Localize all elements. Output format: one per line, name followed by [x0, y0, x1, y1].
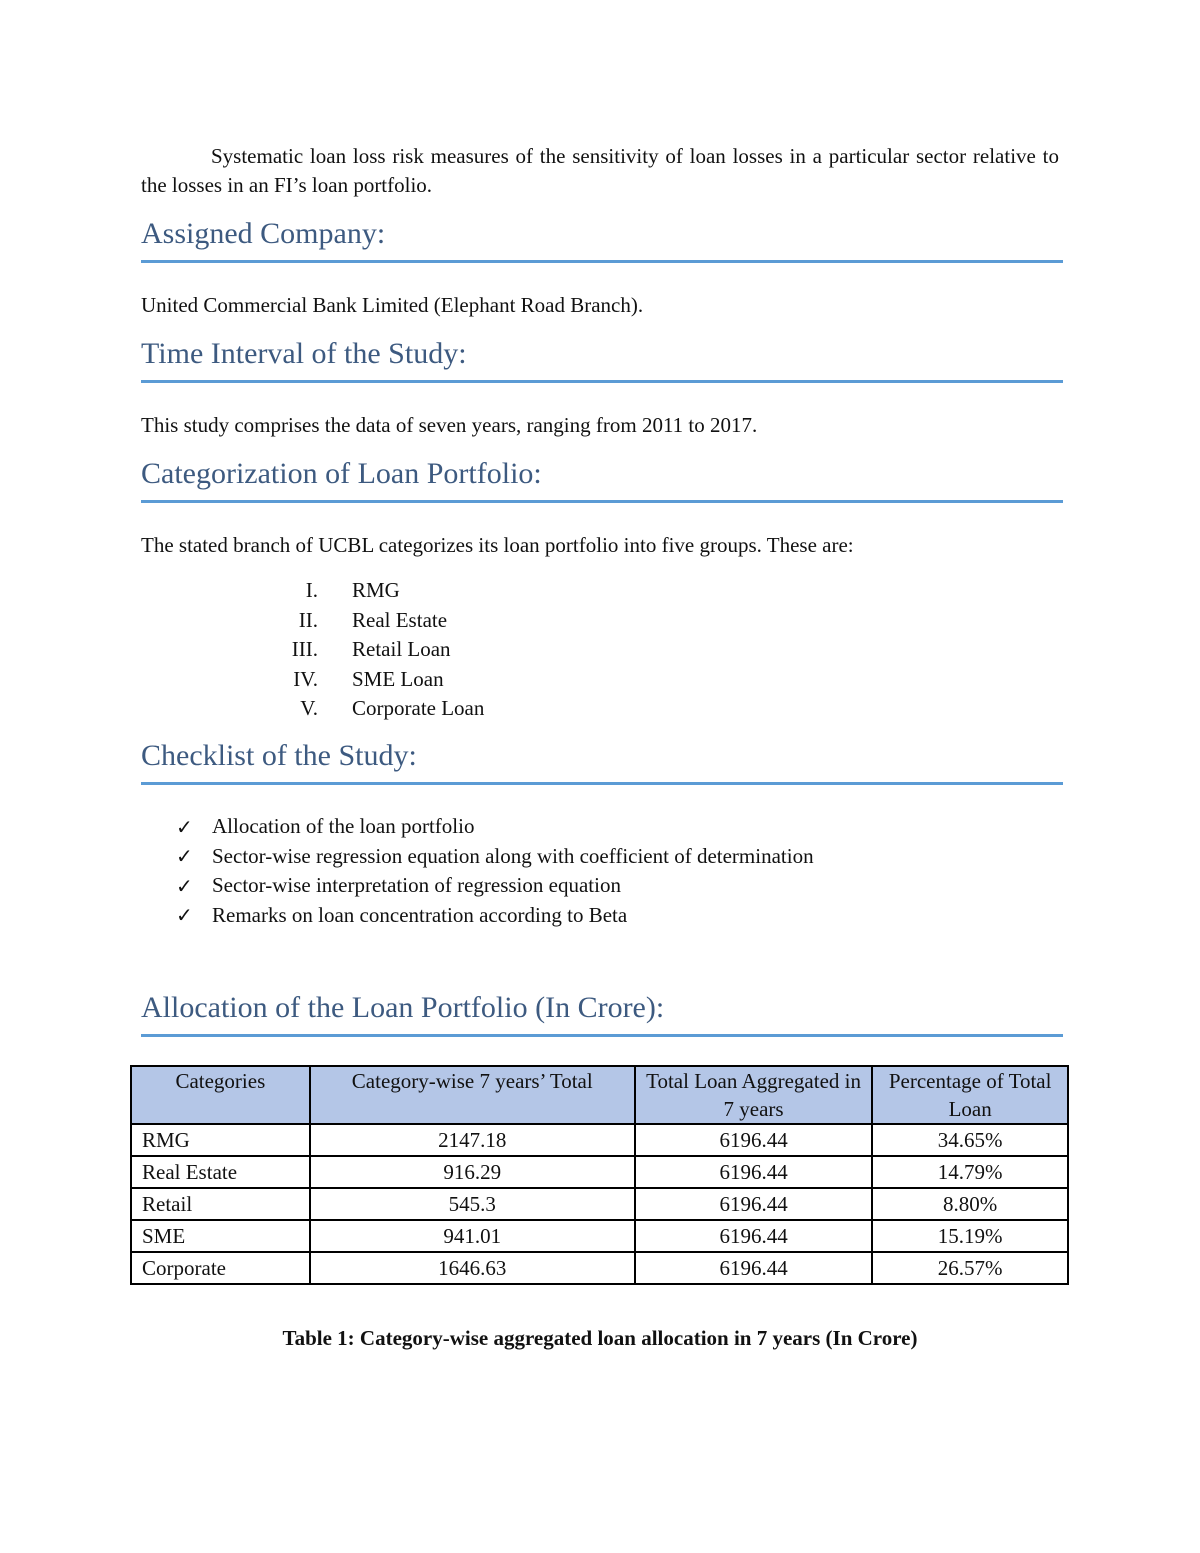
table-cell: 2147.18: [310, 1124, 635, 1156]
table-cell: 15.19%: [872, 1220, 1068, 1252]
checkmark-icon: ✓: [176, 903, 193, 928]
table-cell: 1646.63: [310, 1252, 635, 1284]
checkmark-icon: ✓: [176, 873, 193, 898]
list-item-number: I.: [305, 578, 318, 603]
table-cell: 6196.44: [635, 1156, 873, 1188]
checklist-item: [176, 842, 814, 872]
checklist-item-label: Remarks on loan concentration according to Beta: [212, 902, 628, 927]
heading-allocation: Allocation of the Loan Portfolio (In Crore):: [141, 990, 1063, 1037]
checklist-item-label: Allocation of the loan portfolio: [212, 814, 475, 839]
table-header-cell: Percentage of Total Loan: [872, 1066, 1068, 1124]
checkmark-icon: ✓: [176, 814, 193, 839]
checklist-item: [176, 871, 814, 901]
checklist-item-label: Sector-wise interpretation of regression equation: [212, 873, 621, 898]
table-cell: Corporate: [131, 1252, 310, 1284]
checklist: [176, 812, 814, 930]
table-cell: 6196.44: [635, 1124, 873, 1156]
table-caption: Table 1: Category-wise aggregated loan allocation in 7 years (In Crore): [282, 1326, 918, 1350]
time-interval-text: This study comprises the data of seven years, ranging from 2011 to 2017.: [141, 413, 758, 437]
table-cell: 941.01: [310, 1220, 635, 1252]
list-item-label: Retail Loan: [352, 637, 451, 662]
table-row: [131, 1188, 1068, 1220]
table-cell: 545.3: [310, 1188, 635, 1220]
list-item-label: Real Estate: [352, 607, 448, 632]
list-item-number: II.: [298, 607, 318, 632]
table-cell: 14.79%: [872, 1156, 1068, 1188]
checklist-item: [176, 812, 814, 842]
categorization-text: The stated branch of UCBL categorizes its loan portfolio into five groups. These are:: [141, 533, 854, 557]
table-cell: 6196.44: [635, 1188, 873, 1220]
assigned-company-text: United Commercial Bank Limited (Elephant Road Branch).: [141, 293, 644, 317]
list-item-label: RMG: [352, 578, 400, 603]
table-header-row: [131, 1066, 1068, 1124]
table-cell: 34.65%: [872, 1124, 1068, 1156]
table-row: [131, 1156, 1068, 1188]
heading-checklist: Checklist of the Study:: [141, 738, 1063, 785]
category-list: [260, 576, 484, 724]
list-item-label: Corporate Loan: [352, 696, 485, 721]
list-item: [260, 665, 484, 695]
list-item: [260, 576, 484, 606]
list-item-label: SME Loan: [352, 666, 444, 691]
table-cell: 26.57%: [872, 1252, 1068, 1284]
table-cell: Retail: [131, 1188, 310, 1220]
table-cell: 6196.44: [635, 1252, 873, 1284]
heading-time-interval: Time Interval of the Study:: [141, 336, 1063, 383]
list-item-number: III.: [291, 637, 318, 662]
table-cell: RMG: [131, 1124, 310, 1156]
intro-paragraph: Systematic loan loss risk measures of the sensitivity of loan losses in a particular sector relative to the losses in an FI’s loan portfolio.: [141, 144, 1059, 197]
table-row: [131, 1220, 1068, 1252]
table-row: [131, 1124, 1068, 1156]
table-cell: Real Estate: [131, 1156, 310, 1188]
table-cell: 8.80%: [872, 1188, 1068, 1220]
table-cell: 916.29: [310, 1156, 635, 1188]
checklist-item: [176, 901, 814, 931]
table-header-cell: Categories: [131, 1066, 310, 1124]
table-cell: 6196.44: [635, 1220, 873, 1252]
list-item-number: V.: [300, 696, 318, 721]
table-header-cell: Total Loan Aggregated in 7 years: [635, 1066, 873, 1124]
heading-categorization: Categorization of Loan Portfolio:: [141, 456, 1063, 503]
list-item: [260, 635, 484, 665]
list-item-number: IV.: [293, 666, 318, 691]
table-cell: SME: [131, 1220, 310, 1252]
list-item: [260, 694, 484, 724]
allocation-table: [130, 1065, 1069, 1285]
checkmark-icon: ✓: [176, 844, 193, 869]
checklist-item-label: Sector-wise regression equation along with coefficient of determination: [212, 843, 814, 868]
table-header-cell: Category-wise 7 years’ Total: [310, 1066, 635, 1124]
heading-assigned-company: Assigned Company:: [141, 216, 1063, 263]
table-row: [131, 1252, 1068, 1284]
list-item: [260, 606, 484, 636]
